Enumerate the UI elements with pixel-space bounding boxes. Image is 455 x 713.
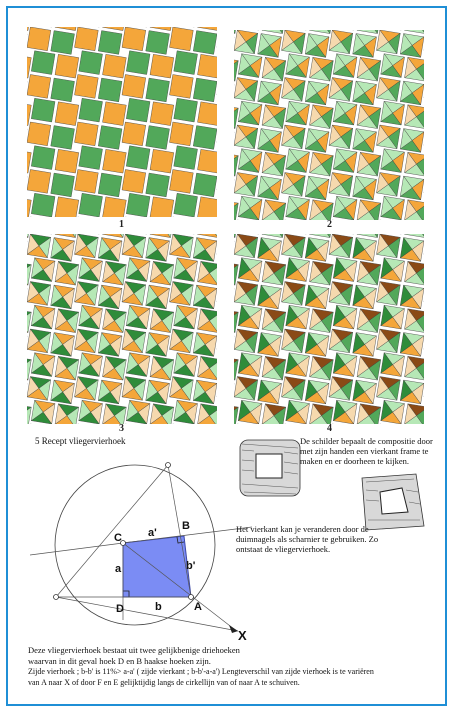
pattern-tile	[174, 146, 198, 170]
tessellation-panel-3	[27, 234, 217, 424]
pattern-tile	[174, 98, 198, 122]
pattern-tile	[79, 51, 103, 75]
pattern-tile	[75, 122, 99, 146]
pattern-tile	[103, 27, 127, 31]
pattern-tile	[27, 27, 51, 51]
label-a: A	[194, 601, 202, 613]
pattern-tile	[126, 146, 150, 170]
pattern-tile	[310, 30, 330, 34]
pattern-tile	[27, 170, 51, 194]
line-c-left	[30, 543, 123, 555]
pattern-tile	[55, 54, 79, 78]
line-a-x	[56, 597, 238, 631]
pattern-tile	[122, 170, 146, 194]
pattern-tile	[75, 75, 99, 99]
pattern-tile	[55, 102, 79, 126]
label-side-a-prime: a'	[148, 527, 157, 539]
pattern-tile	[146, 78, 170, 102]
panel-number-3: 3	[119, 423, 124, 434]
tessellation-panel-1	[27, 27, 217, 217]
recipe-title: 5 Recept vliegervierhoek	[35, 436, 126, 446]
pattern-tile	[122, 27, 146, 51]
pattern-tile	[405, 30, 424, 34]
bottom-line-1: Deze vliegervierhoek bestaat uit twee gelijkbenige driehoeken	[28, 645, 240, 655]
pattern-tile	[150, 149, 174, 173]
pattern-tile	[98, 31, 122, 55]
bottom-line-3: Zijde vierhoek ; b-b' is 11%> a-a' ( zijde vierkant ; b-b'-a-a') Lengteverschil van zijde vierhoek is te variëren	[28, 667, 374, 676]
pattern-tile	[27, 407, 31, 424]
bottom-line-4: van A naar X of door F en E gelijktijdig langs de cirkellijn van of naar A te schuiven.	[28, 678, 300, 687]
bottom-line-2: waarvan in dit geval hoek D en B haakse hoeken zijn.	[28, 656, 211, 666]
kite-construction-diagram	[20, 445, 260, 640]
pattern-tile	[103, 149, 127, 173]
pattern-tile	[27, 197, 31, 217]
pattern-tile	[126, 51, 150, 75]
pattern-tile	[170, 170, 194, 194]
pattern-tile	[150, 27, 174, 31]
pattern-tile	[170, 27, 194, 51]
label-d: D	[116, 603, 124, 615]
pattern-tile	[150, 102, 174, 126]
pattern-tile	[79, 193, 103, 217]
hands-text-2: Het vierkant kan je veranderen door de duimnagels als scharnier te gebruiken. Zo ontstaat de vliegervierhoek.	[236, 524, 379, 554]
pattern-tile	[174, 51, 198, 75]
pattern-tile	[198, 54, 217, 78]
pattern-tile	[98, 126, 122, 150]
pattern-tile	[103, 197, 127, 217]
label-side-a: a	[115, 563, 122, 575]
pattern-tile	[103, 54, 127, 78]
pattern-tile	[75, 170, 99, 194]
pattern-tile	[234, 203, 238, 220]
pattern-tile	[51, 126, 75, 150]
panel-number-1: 1	[119, 219, 124, 230]
pattern-tile	[357, 234, 377, 238]
pattern-tile	[198, 27, 217, 31]
label-x: X	[238, 628, 247, 640]
pattern-tile	[31, 193, 55, 217]
pattern-tile	[55, 197, 79, 217]
pattern-tile	[150, 54, 174, 78]
label-c: C	[114, 532, 122, 544]
tessellation-panel-4	[234, 234, 424, 424]
arrow-x	[229, 625, 238, 633]
pattern-tile	[310, 234, 330, 238]
pattern-tile	[55, 234, 75, 238]
pattern-tile	[98, 173, 122, 197]
label-b: B	[182, 520, 190, 532]
pattern-tile	[31, 51, 55, 75]
pattern-tile	[198, 102, 217, 126]
point-top	[166, 463, 171, 468]
pattern-tile	[98, 78, 122, 102]
pattern-tile	[31, 98, 55, 122]
pattern-tile	[51, 31, 75, 55]
label-side-b-prime: b'	[186, 560, 196, 572]
label-side-b: b	[155, 601, 162, 613]
pattern-tile	[234, 407, 238, 424]
pattern-tile	[262, 234, 282, 238]
point-left	[54, 595, 59, 600]
pattern-tile	[122, 122, 146, 146]
pattern-tile	[126, 193, 150, 217]
pattern-tile	[193, 173, 217, 197]
tessellation-panel-2	[234, 30, 424, 220]
pattern-tile	[103, 234, 123, 238]
pattern-tile	[51, 78, 75, 102]
pattern-tile	[262, 30, 282, 34]
pattern-tile	[174, 193, 198, 217]
pattern-tile	[357, 30, 377, 34]
hands-text-1: De schilder bepaalt de compositie door met zijn handen een vierkant frame te maken en er doorheen te kijken.	[300, 436, 433, 466]
pattern-tile	[55, 27, 79, 31]
pattern-tile	[146, 126, 170, 150]
pattern-tile	[193, 31, 217, 55]
pattern-tile	[75, 27, 99, 51]
pattern-tile	[198, 149, 217, 173]
pattern-tile	[103, 102, 127, 126]
pattern-tile	[170, 75, 194, 99]
pattern-tile	[193, 78, 217, 102]
pattern-tile	[150, 234, 170, 238]
pattern-tile	[198, 197, 217, 217]
pattern-tile	[150, 197, 174, 217]
pattern-tile	[27, 122, 51, 146]
pattern-tile	[146, 173, 170, 197]
pattern-tile	[122, 75, 146, 99]
pattern-tile	[79, 146, 103, 170]
pattern-tile	[170, 122, 194, 146]
pattern-tile	[198, 234, 217, 238]
pattern-tile	[51, 173, 75, 197]
pattern-tile	[126, 98, 150, 122]
point-a	[189, 595, 194, 600]
panel-number-4: 4	[327, 423, 332, 434]
pattern-tile	[79, 98, 103, 122]
pattern-tile	[193, 126, 217, 150]
pattern-tile	[27, 75, 51, 99]
panel-number-2: 2	[327, 219, 332, 230]
pattern-tile	[405, 234, 424, 238]
pattern-tile	[55, 149, 79, 173]
pattern-tile	[31, 146, 55, 170]
hands-square-drawing	[230, 434, 310, 502]
pattern-tile	[146, 31, 170, 55]
